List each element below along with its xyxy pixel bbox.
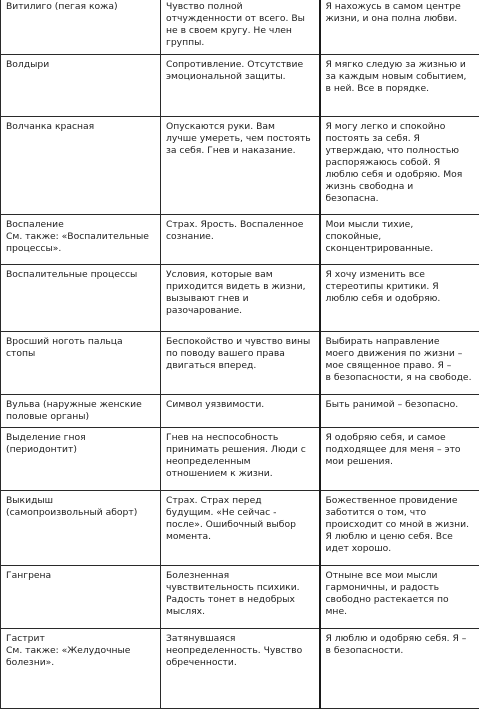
affirmation-cell: Отныне все мои мысли гармоничны, и радость свободно растекается по мне. bbox=[320, 566, 479, 629]
affirmation-cell: Я могу легко и спокойно постоять за себя. Я утверждаю, что полностью распоряжаюсь собой. Я люблю себя и одобряю. Моя жизнь свободна и безопасна. bbox=[320, 117, 479, 215]
table-row bbox=[1, 332, 479, 395]
cause-cell: Условия, которые вам приходится видеть в жизни, вызывают гнев и разочарование. bbox=[161, 265, 320, 332]
disease-cell: Волдыри bbox=[1, 55, 161, 117]
affirmation-cell: Я люблю и одобряю себя. Я – в безопасности. bbox=[320, 629, 479, 709]
affirmation-cell: Мои мысли тихие, спокойные, сконцентрированные. bbox=[320, 215, 479, 265]
disease-cell: Воспалительные процессы bbox=[1, 265, 161, 332]
disease-cell: Выкидыш (самопроизвольный аборт) bbox=[1, 491, 161, 566]
disease-cell: Воспаление См. также: «Воспалительные процессы». bbox=[1, 215, 161, 265]
affirmation-cell: Я одобряю себя, и самое подходящее для меня – это мои решения. bbox=[320, 428, 479, 491]
disease-cell: Волчанка красная bbox=[1, 117, 161, 215]
affirmation-cell: Быть ранимой – безопасно. bbox=[320, 395, 479, 428]
disease-cell: Гастрит См. также: «Желудочные болезни». bbox=[1, 629, 161, 709]
table-row bbox=[1, 491, 479, 566]
cause-cell: Болезненная чувствительность психики. Радость тонет в недобрых мыслях. bbox=[161, 566, 320, 629]
affirmation-cell: Я хочу изменить все стереотипы критики. Я люблю себя и одобряю. bbox=[320, 265, 479, 332]
cause-cell: Страх. Ярость. Воспаленное сознание. bbox=[161, 215, 320, 265]
table-row bbox=[1, 428, 479, 491]
disease-cell: Выделение гноя (периодонтит) bbox=[1, 428, 161, 491]
disease-cell: Витилиго (пегая кожа) bbox=[1, 0, 161, 55]
table-row bbox=[1, 265, 479, 332]
table-row bbox=[1, 215, 479, 265]
cause-cell: Беспокойство и чувство вины по поводу вашего права двигаться вперед. bbox=[161, 332, 320, 395]
disease-cell: Вульва (наружные женские половые органы) bbox=[1, 395, 161, 428]
affirmation-cell: Божественное провидение заботится о том, что происходит со мной в жизни. Я люблю и ценю себя. Все идет хорошо. bbox=[320, 491, 479, 566]
disease-cell: Гангрена bbox=[1, 566, 161, 629]
table-row bbox=[1, 0, 479, 55]
disease-cell: Вросший ноготь пальца стопы bbox=[1, 332, 161, 395]
table-row bbox=[1, 55, 479, 117]
cause-cell: Чувство полной отчужденности от всего. Вы не в своем кругу. Не член группы. bbox=[161, 0, 320, 55]
cause-cell: Сопротивление. Отсутствие эмоциональной защиты. bbox=[161, 55, 320, 117]
affirmation-cell: Я нахожусь в самом центре жизни, и она полна любви. bbox=[320, 0, 479, 55]
cause-cell: Гнев на неспособность принимать решения. Люди с неопределенным отношением к жизни. bbox=[161, 428, 320, 491]
cause-cell: Опускаются руки. Вам лучше умереть, чем постоять за себя. Гнев и наказание. bbox=[161, 117, 320, 215]
affirmation-cell: Я мягко следую за жизнью и за каждым новым событием, в ней. Все в порядке. bbox=[320, 55, 479, 117]
table-row bbox=[1, 395, 479, 428]
cause-cell: Страх. Страх перед будущим. «Не сейчас - после». Ошибочный выбор момента. bbox=[161, 491, 320, 566]
table-row bbox=[1, 566, 479, 629]
table-row bbox=[1, 117, 479, 215]
affirmation-cell: Выбирать направление моего движения по жизни – мое священное право. Я – в безопасности, я на свободе. bbox=[320, 332, 479, 395]
table-row bbox=[1, 629, 479, 709]
cause-cell: Затянувшаяся неопределенность. Чувство обреченности. bbox=[161, 629, 320, 709]
cause-cell: Символ уязвимости. bbox=[161, 395, 320, 428]
